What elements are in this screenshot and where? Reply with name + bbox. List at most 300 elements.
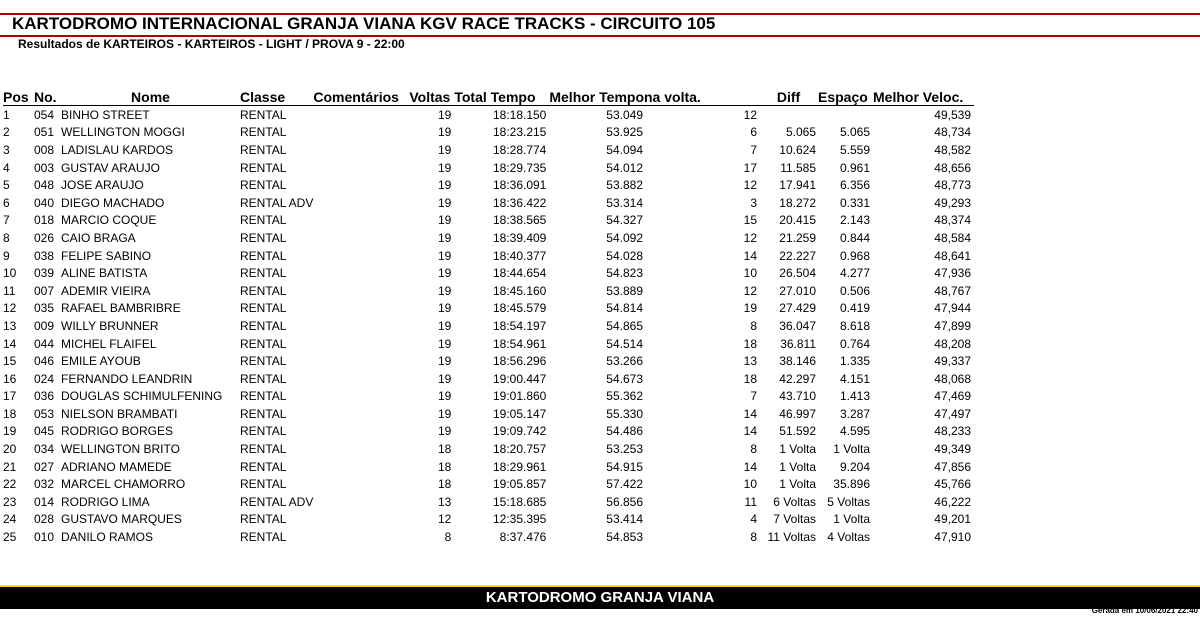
cell-diff: 10.624: [779, 142, 816, 157]
cell-voltas: 19: [438, 318, 452, 333]
cell-melhor-veloc: 48,584: [934, 230, 971, 245]
cell-diff: 11.585: [780, 160, 816, 175]
cell-na-volta: 12: [743, 178, 757, 193]
cell-total-tempo: 18:38.565: [492, 213, 547, 228]
cell-classe: RENTAL: [240, 125, 287, 140]
cell-total-tempo: 19:00.447: [492, 371, 547, 386]
cell-total-tempo: 18:44.654: [492, 266, 547, 281]
cell-na-volta: 18: [743, 371, 757, 386]
cell-classe: RENTAL: [240, 301, 287, 316]
cell-na-volta: 8: [750, 530, 757, 545]
cell-no: 010: [34, 530, 55, 545]
cell-espaco: 35.896: [833, 477, 870, 492]
cell-nome: JOSE ARAUJO: [61, 178, 144, 193]
cell-no: 018: [34, 213, 55, 228]
cell-pos: 23: [3, 494, 17, 509]
cell-melhor-tempo: 54.853: [606, 530, 643, 545]
cell-na-volta: 14: [743, 406, 757, 421]
cell-diff: 1 Volta: [779, 477, 816, 492]
cell-classe: RENTAL ADV: [240, 195, 314, 210]
cell-melhor-tempo: 53.925: [606, 125, 643, 140]
cell-comentarios: [313, 264, 409, 282]
cell-espaco: 0.961: [839, 160, 870, 175]
cell-nome: FELIPE SABINO: [61, 248, 152, 263]
cell-espaco: 0.844: [839, 230, 870, 245]
cell-nome: WELLINGTON MOGGI: [61, 125, 185, 140]
cell-comentarios: [313, 475, 409, 493]
cell-comentarios: [313, 212, 409, 230]
cell-espaco: 9.204: [839, 459, 870, 474]
cell-espaco: 1 Volta: [833, 512, 870, 527]
cell-melhor-veloc: 49,201: [934, 512, 971, 527]
cell-espaco: 5.559: [839, 142, 870, 157]
cell-melhor-tempo: 54.823: [606, 266, 643, 281]
cell-na-volta: 8: [750, 442, 757, 457]
page-title: KARTODROMO INTERNACIONAL GRANJA VIANA KGV RACE TRACKS - CIRCUITO 105: [12, 14, 716, 33]
cell-pos: 20: [3, 442, 17, 457]
cell-no: 014: [34, 494, 55, 509]
table-row: [3, 511, 974, 529]
table-row: [3, 300, 974, 318]
cell-melhor-tempo: 55.330: [606, 406, 643, 421]
cell-diff: 20.415: [779, 213, 816, 228]
cell-melhor-veloc: 48,734: [934, 125, 971, 140]
cell-melhor-tempo: 54.094: [606, 142, 643, 157]
cell-voltas: 12: [438, 512, 452, 527]
cell-melhor-tempo: 53.049: [606, 107, 643, 122]
cell-total-tempo: 15:18.685: [492, 494, 547, 509]
table-row: [3, 176, 974, 194]
cell-melhor-veloc: 49,349: [934, 442, 971, 457]
cell-total-tempo: 18:28.774: [492, 142, 547, 157]
cell-comentarios: [313, 141, 409, 159]
cell-melhor-tempo: 53.882: [606, 178, 643, 193]
col-header-pos: Pos: [3, 89, 29, 105]
cell-diff: 7 Voltas: [773, 512, 816, 527]
cell-pos: 4: [3, 160, 10, 175]
cell-na-volta: 14: [743, 459, 757, 474]
cell-melhor-tempo: 54.915: [606, 459, 643, 474]
cell-melhor-tempo: 54.012: [606, 160, 643, 175]
cell-classe: RENTAL: [240, 371, 287, 386]
cell-pos: 5: [3, 178, 10, 193]
cell-diff: 27.010: [779, 283, 816, 298]
cell-comentarios: [313, 423, 409, 441]
cell-melhor-veloc: 48,068: [934, 371, 971, 386]
cell-comentarios: [313, 247, 409, 265]
cell-no: 026: [34, 230, 55, 245]
cell-diff: 42.297: [779, 371, 816, 386]
cell-melhor-tempo: 55.362: [606, 389, 643, 404]
cell-na-volta: 14: [743, 248, 757, 263]
cell-pos: 17: [3, 389, 17, 404]
cell-total-tempo: 18:36.422: [492, 195, 547, 210]
cell-melhor-veloc: 48,208: [934, 336, 971, 351]
cell-na-volta: 12: [743, 107, 757, 122]
cell-diff: 36.047: [779, 318, 816, 333]
cell-nome: MARCEL CHAMORRO: [61, 477, 186, 492]
cell-espaco: 4.151: [839, 371, 870, 386]
cell-comentarios: [313, 317, 409, 335]
cell-melhor-tempo: 54.486: [606, 424, 643, 439]
cell-melhor-veloc: 48,773: [934, 178, 971, 193]
cell-melhor-veloc: 49,539: [934, 107, 971, 122]
cell-diff: 18.272: [779, 195, 816, 210]
cell-no: 038: [34, 248, 55, 263]
cell-na-volta: 11: [744, 494, 757, 509]
table-row: [3, 370, 974, 388]
cell-diff: 27.429: [779, 301, 816, 316]
table-row: [3, 212, 974, 230]
cell-melhor-veloc: 47,944: [934, 301, 971, 316]
col-header-espaco: Espaço: [818, 89, 868, 105]
cell-classe: RENTAL: [240, 442, 287, 457]
cell-melhor-tempo: 53.266: [606, 354, 643, 369]
cell-voltas: 19: [438, 160, 452, 175]
cell-classe: RENTAL: [240, 406, 287, 421]
cell-pos: 18: [3, 406, 17, 421]
cell-voltas: 18: [438, 442, 452, 457]
cell-melhor-tempo: 53.253: [606, 442, 643, 457]
cell-nome: ALINE BATISTA: [61, 266, 148, 281]
cell-melhor-tempo: 53.889: [606, 283, 643, 298]
cell-total-tempo: 18:39.409: [492, 230, 547, 245]
cell-nome: ADEMIR VIEIRA: [61, 283, 151, 298]
cell-comentarios: [313, 159, 409, 177]
cell-voltas: 19: [438, 406, 452, 421]
table-row: [3, 282, 974, 300]
footer-bar: [0, 585, 1200, 609]
cell-na-volta: 10: [743, 266, 757, 281]
cell-espaco: 3.287: [839, 406, 870, 421]
table-row: [3, 317, 974, 335]
col-header-diff: Diff: [776, 89, 801, 105]
cell-melhor-tempo: 57.422: [606, 477, 643, 492]
cell-voltas: 8: [444, 530, 452, 545]
cell-nome: GUSTAV ARAUJO: [61, 160, 160, 175]
cell-melhor-tempo: 54.673: [606, 371, 643, 386]
cell-no: 027: [34, 459, 55, 474]
cell-na-volta: 6: [750, 125, 757, 140]
cell-espaco: 0.506: [839, 283, 870, 298]
col-header-melhor-tempo: Melhor Tempo: [549, 89, 644, 105]
cell-total-tempo: 18:45.579: [492, 301, 547, 316]
cell-comentarios: [313, 335, 409, 353]
cell-espaco: 5.065: [839, 125, 870, 140]
table-row: [3, 124, 974, 142]
table-row: [3, 423, 974, 441]
cell-voltas: 13: [438, 494, 452, 509]
cell-espaco: 0.764: [839, 336, 870, 351]
cell-melhor-tempo: 56.856: [606, 494, 643, 509]
cell-espaco: 4.595: [839, 424, 870, 439]
cell-classe: RENTAL: [240, 389, 287, 404]
cell-classe: RENTAL: [240, 213, 287, 228]
cell-classe: RENTAL: [240, 160, 287, 175]
table-row: [3, 388, 974, 406]
cell-nome: WILLY BRUNNER: [61, 318, 159, 333]
cell-voltas: 19: [438, 125, 452, 140]
cell-diff: 26.504: [779, 266, 816, 281]
cell-melhor-veloc: 47,936: [934, 266, 971, 281]
cell-diff: 11 Voltas: [767, 530, 816, 545]
cell-comentarios: [313, 106, 409, 124]
cell-pos: 9: [3, 248, 10, 263]
cell-melhor-veloc: 48,656: [934, 160, 971, 175]
cell-total-tempo: 19:01.860: [492, 389, 547, 404]
cell-diff: 22.227: [779, 248, 816, 263]
cell-melhor-veloc: 47,899: [934, 318, 971, 333]
col-header-no: No.: [34, 89, 57, 105]
cell-comentarios: [313, 405, 409, 423]
cell-pos: 19: [3, 424, 17, 439]
cell-diff: 6 Voltas: [773, 494, 816, 509]
cell-espaco: [818, 106, 873, 124]
cell-melhor-veloc: 48,374: [934, 213, 971, 228]
cell-pos: 22: [3, 477, 17, 492]
cell-voltas: 19: [438, 213, 452, 228]
results-table: [3, 86, 974, 546]
cell-no: 003: [34, 160, 55, 175]
table-row: [3, 159, 974, 177]
cell-total-tempo: 18:54.197: [492, 318, 547, 333]
cell-melhor-veloc: 47,856: [934, 459, 971, 474]
cell-na-volta: 12: [743, 230, 757, 245]
cell-voltas: 19: [438, 283, 452, 298]
cell-na-volta: 3: [750, 195, 757, 210]
results-table-body: [3, 106, 974, 546]
cell-nome: RODRIGO BORGES: [61, 424, 174, 439]
cell-melhor-veloc: 47,910: [934, 530, 971, 545]
table-row: [3, 458, 974, 476]
table-row: [3, 229, 974, 247]
cell-melhor-tempo: 54.327: [606, 213, 643, 228]
cell-pos: 11: [3, 283, 16, 298]
cell-no: 054: [34, 107, 55, 122]
table-row: [3, 141, 974, 159]
cell-pos: 10: [3, 266, 17, 281]
col-header-na-volta: na volta.: [644, 89, 701, 105]
cell-comentarios: [313, 352, 409, 370]
cell-total-tempo: 19:09.742: [492, 424, 547, 439]
cell-nome: LADISLAU KARDOS: [61, 142, 174, 157]
cell-nome: ADRIANO MAMEDE: [61, 459, 172, 474]
table-row: [3, 106, 974, 124]
cell-classe: RENTAL: [240, 248, 287, 263]
cell-pos: 7: [3, 213, 10, 228]
cell-nome: DIEGO MACHADO: [61, 195, 165, 210]
cell-total-tempo: 18:23.215: [492, 125, 547, 140]
cell-nome: RAFAEL BAMBRIBRE: [61, 301, 181, 316]
cell-no: 045: [34, 424, 55, 439]
cell-nome: GUSTAVO MARQUES: [61, 512, 182, 527]
cell-no: 034: [34, 442, 55, 457]
cell-no: 040: [34, 195, 55, 210]
table-row: [3, 247, 974, 265]
col-header-classe: Classe: [240, 89, 286, 105]
cell-na-volta: 10: [743, 477, 757, 492]
cell-comentarios: [313, 282, 409, 300]
cell-na-volta: 7: [750, 142, 757, 157]
cell-total-tempo: 8:37.476: [499, 530, 547, 545]
cell-melhor-tempo: 54.814: [606, 301, 643, 316]
generated-timestamp: Gerada em 10/06/2021 22:40: [1091, 606, 1198, 615]
cell-diff: 21.259: [779, 230, 816, 245]
cell-voltas: 19: [438, 354, 452, 369]
cell-na-volta: 17: [743, 160, 757, 175]
cell-nome: RODRIGO LIMA: [61, 494, 150, 509]
cell-melhor-tempo: 54.028: [606, 248, 643, 263]
cell-total-tempo: 18:40.377: [492, 248, 547, 263]
cell-pos: 6: [3, 195, 10, 210]
cell-melhor-tempo: 54.514: [606, 336, 643, 351]
table-row: [3, 528, 974, 546]
cell-nome: FERNANDO LEANDRIN: [61, 371, 193, 386]
table-row: [3, 335, 974, 353]
cell-espaco: 0.331: [839, 195, 870, 210]
cell-comentarios: [313, 388, 409, 406]
cell-nome: MARCIO COQUE: [61, 213, 157, 228]
cell-no: 046: [34, 354, 55, 369]
cell-melhor-veloc: 47,469: [934, 389, 971, 404]
cell-espaco: 6.356: [839, 178, 870, 193]
cell-classe: RENTAL: [240, 230, 287, 245]
cell-total-tempo: 18:29.735: [492, 160, 547, 175]
cell-classe: RENTAL: [240, 318, 287, 333]
cell-diff: 36.811: [780, 336, 816, 351]
cell-no: 044: [34, 336, 55, 351]
cell-pos: 15: [3, 354, 17, 369]
cell-pos: 13: [3, 318, 17, 333]
cell-voltas: 19: [438, 389, 452, 404]
cell-total-tempo: 18:45.160: [492, 283, 547, 298]
col-header-voltas: Voltas: [409, 89, 451, 105]
cell-nome: WELLINGTON BRITO: [61, 442, 180, 457]
cell-na-volta: 19: [743, 301, 757, 316]
cell-comentarios: [313, 511, 409, 529]
cell-na-volta: 4: [750, 512, 757, 527]
cell-comentarios: [313, 528, 409, 546]
cell-espaco: 1.335: [839, 354, 870, 369]
col-header-comentarios: Comentários: [313, 89, 399, 105]
cell-nome: EMILE AYOUB: [61, 354, 141, 369]
cell-diff: 46.997: [779, 406, 816, 421]
cell-melhor-tempo: 53.314: [606, 195, 643, 210]
cell-diff: 1 Volta: [779, 459, 816, 474]
cell-nome: DANILO RAMOS: [61, 530, 154, 545]
cell-diff: 17.941: [779, 178, 816, 193]
cell-classe: RENTAL: [240, 530, 287, 545]
cell-classe: RENTAL: [240, 424, 287, 439]
cell-comentarios: [313, 176, 409, 194]
cell-total-tempo: 19:05.147: [492, 406, 547, 421]
cell-espaco: 8.618: [839, 318, 870, 333]
cell-espaco: 4 Voltas: [827, 530, 870, 545]
cell-voltas: 19: [438, 266, 452, 281]
cell-classe: RENTAL: [240, 283, 287, 298]
cell-comentarios: [313, 124, 409, 142]
cell-no: 008: [34, 142, 55, 157]
cell-melhor-veloc: 48,767: [934, 283, 971, 298]
cell-no: 032: [34, 477, 55, 492]
cell-melhor-veloc: 48,233: [934, 424, 971, 439]
table-row: [3, 475, 974, 493]
cell-comentarios: [313, 493, 409, 511]
cell-classe: RENTAL: [240, 512, 287, 527]
cell-classe: RENTAL: [240, 142, 287, 157]
cell-total-tempo: 18:36.091: [492, 178, 547, 193]
col-header-total-tempo: Total Tempo: [454, 89, 536, 105]
cell-no: 039: [34, 266, 55, 281]
cell-total-tempo: 18:29.961: [492, 459, 547, 474]
cell-espaco: 1 Volta: [833, 442, 870, 457]
table-row: [3, 405, 974, 423]
cell-classe: RENTAL: [240, 266, 287, 281]
cell-voltas: 19: [438, 371, 452, 386]
cell-voltas: 19: [438, 424, 452, 439]
cell-classe: RENTAL: [240, 107, 287, 122]
cell-no: 024: [34, 371, 55, 386]
cell-nome: CAIO BRAGA: [61, 230, 136, 245]
cell-voltas: 19: [438, 178, 452, 193]
cell-voltas: 18: [438, 477, 452, 492]
cell-classe: RENTAL: [240, 354, 287, 369]
cell-voltas: 19: [438, 248, 452, 263]
cell-pos: 21: [3, 459, 17, 474]
cell-diff: 5.065: [785, 125, 816, 140]
cell-espaco: 5 Voltas: [827, 494, 870, 509]
table-row: [3, 194, 974, 212]
cell-melhor-veloc: 48,582: [934, 142, 971, 157]
cell-classe: RENTAL: [240, 336, 287, 351]
cell-melhor-veloc: 45,766: [934, 477, 971, 492]
cell-comentarios: [313, 370, 409, 388]
cell-melhor-veloc: 49,293: [934, 195, 971, 210]
cell-na-volta: 15: [743, 213, 757, 228]
cell-total-tempo: 18:54.961: [492, 336, 547, 351]
cell-voltas: 19: [438, 336, 452, 351]
cell-na-volta: 12: [743, 283, 757, 298]
cell-nome: MICHEL FLAIFEL: [61, 336, 157, 351]
col-header-melhor-veloc: Melhor Veloc.: [873, 89, 964, 105]
cell-classe: RENTAL ADV: [240, 494, 314, 509]
cell-total-tempo: 18:20.757: [492, 442, 547, 457]
table-row: [3, 440, 974, 458]
cell-melhor-tempo: 54.092: [606, 230, 643, 245]
cell-na-volta: 18: [743, 336, 757, 351]
cell-comentarios: [313, 229, 409, 247]
cell-pos: 25: [3, 530, 17, 545]
cell-espaco: 1.413: [839, 389, 870, 404]
cell-voltas: 18: [438, 459, 452, 474]
cell-diff: 1 Volta: [779, 442, 816, 457]
cell-melhor-veloc: 46,222: [934, 494, 971, 509]
footer-label: KARTODROMO GRANJA VIANA: [485, 589, 715, 606]
cell-na-volta: 7: [750, 389, 757, 404]
cell-espaco: 0.419: [839, 301, 870, 316]
cell-espaco: 2.143: [839, 213, 870, 228]
cell-pos: 8: [3, 230, 10, 245]
cell-melhor-veloc: 48,641: [934, 248, 971, 263]
cell-comentarios: [313, 300, 409, 318]
cell-pos: 16: [3, 371, 17, 386]
cell-no: 007: [34, 283, 55, 298]
cell-voltas: 19: [438, 230, 452, 245]
cell-diff: 38.146: [779, 354, 816, 369]
cell-melhor-tempo: 54.865: [606, 318, 643, 333]
cell-total-tempo: 12:35.395: [492, 512, 547, 527]
cell-total-tempo: 18:18.150: [492, 107, 547, 122]
